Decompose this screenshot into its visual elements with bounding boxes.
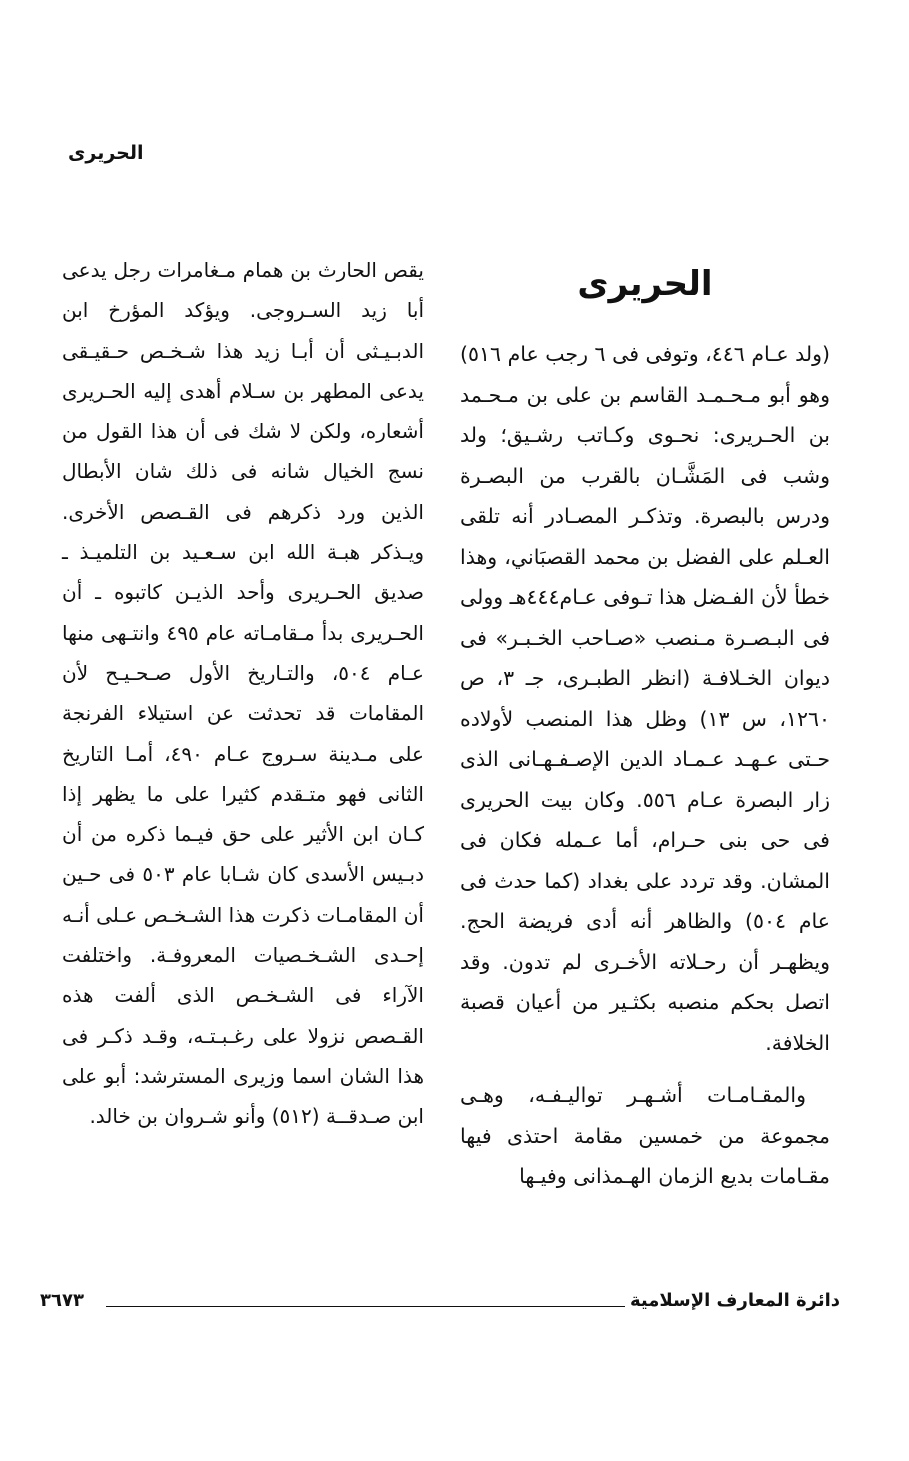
page-number: ٣٦٧٣: [40, 1290, 84, 1311]
paragraph-biography: (ولد عـام ٤٤٦، وتوفى فى ٦ رجب عام ٥١٦) وهو أبو مـحـمـد القاسم بن على بن مـحـمد بن الحـريرى: نحـوى وكـاتب رشـيق؛ ولد وشب فى المَشَّـان بالقرب من البصـرة ودرس بالبصرة. وتذكـر المصـادر أنه تلقى العـلم على الفضل بن محمد القصبَاني، وهذا خطأ لأن الفـضل هذا تـوفى عـام٤٤٤هـ وولى فى البـصـرة مـنصب «صـاحب الخـبـر» فى ديوان الخـلافـة (انظر الطبـرى، جـ ٣، ص ١٢٦٠، س ١٣) وظل هذا المنصب لأولاده حـتى عـهـد عـمـاد الدين الإصـفـهـانى الذى زار البصرة عـام ٥٥٦. وكان بيت الحريرى فى حى بنى حـرام، أما عـمله فكان فى المشان. وقد تردد على بغداد (كما حدث فى عام ٥٠٤) والظاهر أنه أدى فريضة الحج. ويظهـر أن رحـلاته الأخـرى لم تدون. وقد اتصل بحكم منصبه بكثـير من أعيان قصبة الخلافة.: [460, 342, 831, 1055]
running-head: الحريرى: [68, 142, 144, 164]
right-column: [460, 250, 830, 1209]
publication-title: دائرة المعارف الإسلامية: [629, 1290, 840, 1311]
footer-rule: [106, 1306, 625, 1307]
paragraph-continuation: يقص الحارث بن همام مـغامرات رجل يدعى أبا زيد السـروجى. ويؤكد المؤرخ ابن الدبـيـثى أن أبـا زيد هذا شـخـص حـقيـقى يدعى المطهر بن سـلام أهدى إليه الحـريرى أشعاره، ولكن لا شك فى أن هذا القول من نسج الخيال شانه فى ذلك شان الأبطال الذين ورد ذكرهم فى القـصص الأخرى. ويـذكر هبـة الله ابن سـعـيد بن التلميـذ ـ صديق الحـريرى وأحد الذيـن كاتبوه ـ أن الحـريرى بدأ مـقامـاته عام ٤٩٥ وانتـهى منها عـام ٥٠٤، والتـاريخ الأول صـحـيـح لأن المقامات قد تحدثت عن استيلاء الفرنجة على مـدينة سـروج عـام ٤٩٠، أمـا التاريخ الثانى فهو متـقدم كثيرا على ما يظهر إذا كـان ابن الأثير على حق فيـما ذكره من أن دبـيس الأسدى كان شـابا عام ٥٠٣ فى حـين أن المقامـات ذكرت هذا الشـخـص عـلى أنـه إحـدى الشـخـصيات المعروفـة. واختلفت الآراء فى الشـخـص الذى ألفت هذه القـصص نزولا على رغـبـتـه، وقـد ذكـر فى هذا الشان اسما وزيرى المسترشد: أبو على ابن صـدقــة (٥١٢) وأنو شـروان بن خالد.: [62, 258, 425, 1129]
left-column: [62, 250, 424, 1137]
paragraph-maqamat: والمقـامـات أشـهـر تواليـفـه، وهـى مجموعة من خمسين مقامة احتذى فيها مقـامات بديع الزمان الهـمذانى وفيـها: [460, 1083, 830, 1188]
page-footer: [40, 1290, 840, 1320]
article-title: الحريرى: [577, 264, 713, 304]
